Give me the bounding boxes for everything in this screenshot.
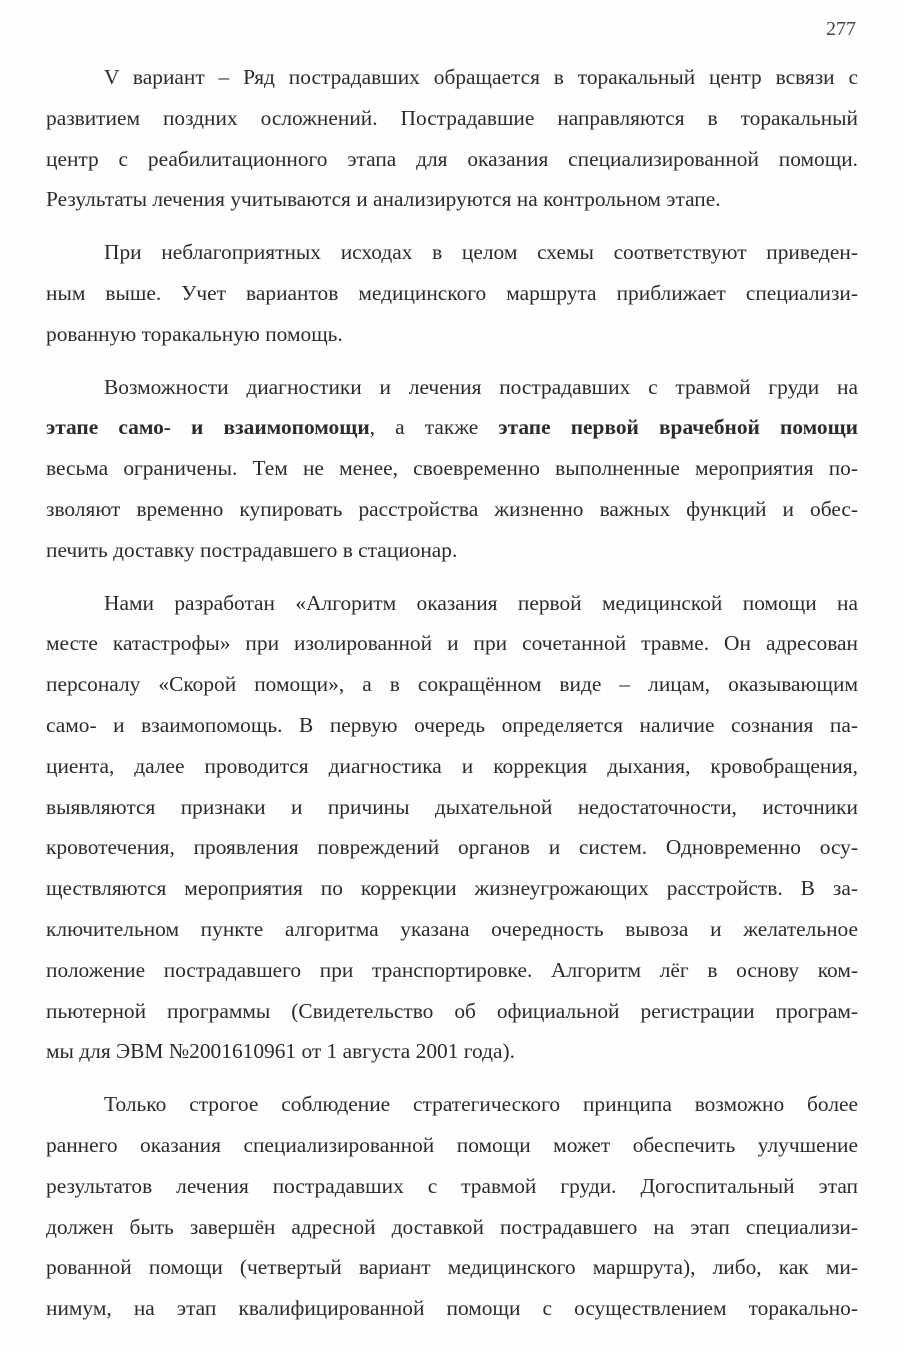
body-text	[46, 57, 858, 1341]
page-number: 277	[826, 18, 856, 40]
paragraph-strategic-principle	[46, 1084, 858, 1329]
paragraph-variant-5	[46, 57, 858, 220]
text-line: месте катастрофы» при изолированной и при сочетанной травме. Он адресован	[46, 631, 858, 656]
text-line: пьютерной программы (Свидетельство об официальной регистрации програм-	[46, 998, 858, 1023]
text-line: центр с реабилитационного этапа для оказания специализированной помощи.	[46, 146, 858, 171]
text-line: печить доставку пострадавшего в стационар.	[46, 537, 458, 562]
text-line: само- и взаимопомощь. В первую очередь определяется наличие сознания па-	[46, 712, 858, 737]
text-line: циента, далее проводится диагностика и коррекция дыхания, кровобращения,	[46, 753, 858, 778]
paragraph-diagnostic-capabilities	[46, 367, 858, 571]
text-line: нимум, на этап квалифицированной помощи с осуществлением торакально-	[46, 1296, 858, 1321]
text-line: мы для ЭВМ №2001610961 от 1 августа 2001 года).	[46, 1039, 515, 1064]
text-line-with-bold	[46, 407, 858, 448]
text-line: При неблагоприятных исходах в целом схемы соответствуют приведен-	[104, 240, 858, 265]
text-line: результатов лечения пострадавших с травмой груди. Догоспитальный этап	[46, 1173, 858, 1198]
text-line: кровотечения, проявления повреждений органов и систем. Одновременно осу-	[46, 835, 858, 860]
text-line: развитием поздних осложнений. Пострадавшие направляются в торакальный	[46, 105, 858, 130]
bold-phrase: этапе само- и взаимопомощи	[46, 415, 370, 440]
text-line: ным выше. Учет вариантов медицинского маршрута приближает специализи-	[46, 280, 858, 305]
text-line: ключительном пункте алгоритма указана очередность вывоза и желательное	[46, 916, 858, 941]
paragraph-algorithm	[46, 583, 858, 1073]
paragraph-unfavorable-outcomes	[46, 232, 858, 354]
text-line: персоналу «Скорой помощи», а в сокращённом виде – лицам, оказывающим	[46, 672, 858, 697]
text-line: рованной помощи (четвертый вариант медицинского маршрута), либо, как ми-	[46, 1255, 858, 1280]
text-line: выявляются признаки и причины дыхательной недостаточности, источники	[46, 794, 858, 819]
bold-phrase: этапе первой врачебной помощи	[498, 415, 858, 440]
text-fragment: , а также	[369, 415, 499, 440]
text-line: Возможности диагностики и лечения пострадавших с травмой груди на	[104, 374, 858, 399]
text-line: должен быть завершён адресной доставкой пострадавшего на этап специализи-	[46, 1214, 858, 1239]
text-line: весьма ограничены. Тем не менее, своевременно выполненные мероприятия по-	[46, 456, 858, 481]
text-line: положение пострадавшего при транспортировке. Алгоритм лёг в основу ком-	[46, 957, 858, 982]
text-line: V вариант – Ряд пострадавших обращается в торакальный центр всвязи с	[104, 65, 858, 89]
text-line: зволяют временно купировать расстройства жизненно важных функций и обес-	[46, 496, 858, 521]
text-line: Нами разработан «Алгоритм оказания первой медицинской помощи на	[104, 590, 858, 615]
text-line: Только строгое соблюдение стратегического принципа возможно более	[104, 1092, 858, 1117]
text-line: ществляются мероприятия по коррекции жизнеугрожающих расстройств. В за-	[46, 876, 858, 901]
text-line: раннего оказания специализированной помощи может обеспечить улучшение	[46, 1132, 858, 1157]
text-line: Результаты лечения учитываются и анализируются на контрольном этапе.	[46, 187, 721, 212]
text-line: рованную торакальную помощь.	[46, 321, 343, 346]
